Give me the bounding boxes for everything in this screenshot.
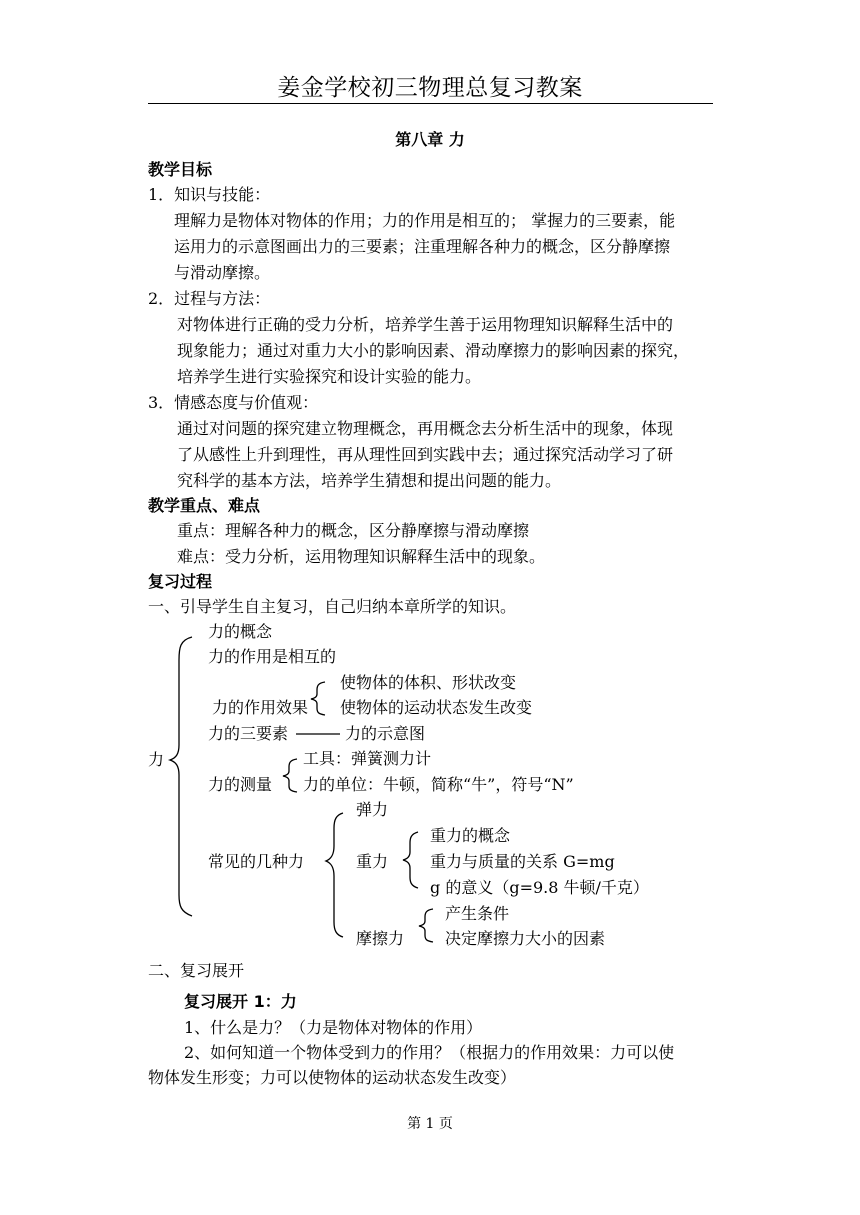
objective-2-line: 培养学生进行实验探究和设计实验的能力。 [177, 367, 482, 386]
objectives-heading: 教学目标 [148, 160, 213, 179]
objective-1-label: 1．知识与技能： [148, 185, 271, 204]
effect-item: 使物体的体积、形状改变 [340, 673, 517, 692]
measure-item: 工具：弹簧测力计 [303, 749, 432, 768]
objective-2-line: 对物体进行正确的受力分析，培养学生善于运用物理知识解释生活中的 [177, 315, 674, 334]
objective-2-label: 2．过程与方法： [148, 289, 271, 308]
effect-brace [311, 682, 325, 715]
difficulty-line: 难点：受力分析，运用物理知识解释生活中的现象。 [177, 547, 546, 566]
node-force-diagram: 力的示意图 [345, 724, 426, 743]
node-elastic-force: 弹力 [356, 800, 389, 819]
friction-item: 产生条件 [445, 904, 510, 923]
page-number: 第 1 页 [407, 1116, 453, 1132]
key-points-heading: 教学重点、难点 [148, 496, 261, 515]
measure-item: 力的单位：牛顿，简称“牛”，符号“N” [303, 775, 574, 794]
concept-map-root: 力 [148, 750, 165, 769]
objective-3-line: 通过对问题的探究建立物理概念，再用概念去分析生活中的现象，体现 [177, 419, 674, 438]
node-force-concept: 力的概念 [208, 622, 273, 641]
objective-1-line: 运用力的示意图画出力的三要素；注重理解各种力的概念，区分静摩擦 [174, 237, 671, 256]
review-question-2-cont: 物体发生形变；力可以使物体的运动状态发生改变） [148, 1068, 517, 1087]
gravity-brace [403, 832, 418, 888]
node-common-forces: 常见的几种力 [208, 852, 305, 871]
friction-item: 决定摩擦力大小的因素 [445, 929, 606, 948]
objective-3-line: 了从感性上升到理性，再从理性回到实践中去；通过探究活动学习了研 [177, 445, 674, 464]
chapter-title: 第八章 力 [395, 130, 465, 149]
document-title: 姜金学校初三物理总复习教案 [277, 75, 583, 101]
node-force-mutual: 力的作用是相互的 [208, 647, 337, 666]
objective-3-line: 究科学的基本方法，培养学生猜想和提出问题的能力。 [177, 471, 562, 490]
review-section-title: 复习展开 1：力 [184, 992, 297, 1011]
node-three-elements: 力的三要素 [208, 724, 289, 743]
process-step-1: 一、引导学生自主复习，自己归纳本章所学的知识。 [148, 597, 517, 616]
gravity-item: 重力与质量的关系 G=mg [430, 852, 615, 871]
common-forces-brace [326, 813, 343, 937]
gravity-item: g 的意义（g=9.8 牛顿/千克） [430, 878, 649, 897]
objective-2-line: 现象能力；通过对重力大小的影响因素、滑动摩擦力的影响因素的探究， [177, 341, 690, 360]
review-question-1: 1、什么是力？（力是物体对物体的作用） [184, 1018, 483, 1037]
node-friction: 摩擦力 [356, 929, 405, 948]
objective-3-label: 3．情感态度与价值观： [148, 393, 319, 412]
root-brace [170, 637, 192, 916]
header-divider [148, 103, 713, 104]
node-gravity: 重力 [356, 852, 389, 871]
node-force-measure: 力的测量 [208, 775, 273, 794]
objective-1-line: 与滑动摩擦。 [174, 263, 271, 282]
friction-brace [419, 909, 433, 942]
key-point-line: 重点：理解各种力的概念，区分静摩擦与滑动摩擦 [177, 521, 530, 540]
process-step-2: 二、复习展开 [148, 961, 245, 980]
gravity-item: 重力的概念 [430, 826, 511, 845]
objective-1-line: 理解力是物体对物体的作用；力的作用是相互的； 掌握力的三要素，能 [174, 211, 676, 230]
measure-brace [283, 759, 297, 792]
effect-item: 使物体的运动状态发生改变 [340, 698, 533, 717]
review-question-2: 2、如何知道一个物体受到力的作用？（根据力的作用效果：力可以使 [184, 1043, 675, 1062]
node-force-effect: 力的作用效果 [212, 698, 309, 717]
process-heading: 复习过程 [148, 572, 213, 591]
